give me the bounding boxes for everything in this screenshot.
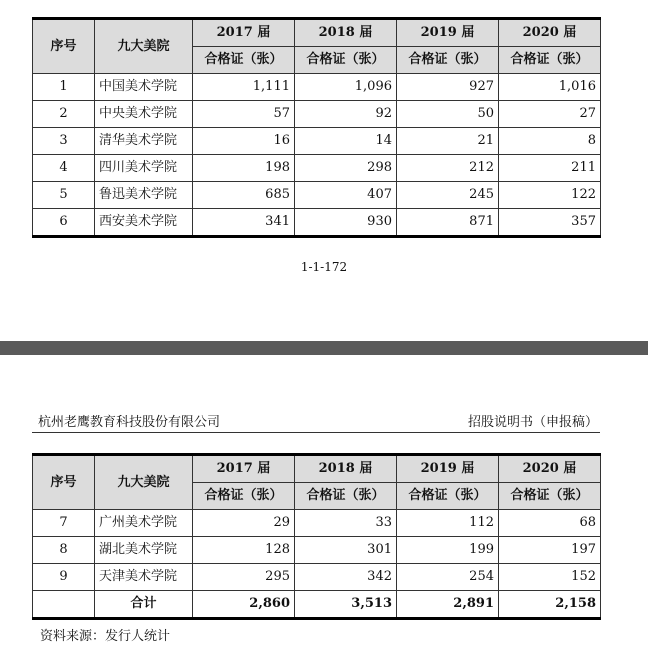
value-2018: 301 [295, 537, 397, 564]
value-2017: 198 [193, 155, 295, 182]
value-2020: 27 [499, 101, 601, 128]
value-2019: 21 [397, 128, 499, 155]
value-2019: 212 [397, 155, 499, 182]
page-separator [0, 341, 648, 355]
col-header-2019: 2019 届 [397, 455, 499, 483]
document-title: 招股说明书（申报稿） [467, 415, 598, 430]
table-row [33, 74, 601, 101]
col-header-2020: 2020 届 [499, 19, 601, 47]
value-2020: 68 [499, 510, 601, 537]
row-index: 7 [33, 510, 95, 537]
value-2017: 128 [193, 537, 295, 564]
value-2020: 211 [499, 155, 601, 182]
school-name: 西安美术学院 [95, 209, 193, 237]
table-row [33, 182, 601, 209]
col-header-name: 九大美院 [95, 19, 193, 74]
value-2019: 50 [397, 101, 499, 128]
school-name: 湖北美术学院 [95, 537, 193, 564]
row-index: 8 [33, 537, 95, 564]
table-row [33, 564, 601, 591]
sub-header: 合格证（张） [193, 47, 295, 74]
value-2020: 357 [499, 209, 601, 237]
col-header-2018: 2018 届 [295, 455, 397, 483]
value-2018: 407 [295, 182, 397, 209]
row-index: 9 [33, 564, 95, 591]
value-2017: 1,111 [193, 74, 295, 101]
school-name: 广州美术学院 [95, 510, 193, 537]
source-note: 资料来源：发行人统计 [40, 629, 171, 644]
value-2018: 930 [295, 209, 397, 237]
certificate-table-part-1 [32, 17, 601, 238]
value-2017: 685 [193, 182, 295, 209]
value-2018: 1,096 [295, 74, 397, 101]
row-index: 5 [33, 182, 95, 209]
value-2017: 29 [193, 510, 295, 537]
company-name: 杭州老鹰教育科技股份有限公司 [38, 415, 221, 430]
value-2018: 92 [295, 101, 397, 128]
sub-header: 合格证（张） [295, 47, 397, 74]
value-2017: 16 [193, 128, 295, 155]
table-row [33, 209, 601, 237]
col-header-index: 序号 [33, 455, 95, 510]
page-bottom [0, 355, 648, 650]
col-header-2017: 2017 届 [193, 19, 295, 47]
table-row [33, 101, 601, 128]
sub-header: 合格证（张） [499, 47, 601, 74]
total-2019: 2,891 [397, 591, 499, 619]
value-2017: 295 [193, 564, 295, 591]
value-2020: 1,016 [499, 74, 601, 101]
col-header-2017: 2017 届 [193, 455, 295, 483]
value-2019: 254 [397, 564, 499, 591]
row-index: 1 [33, 74, 95, 101]
school-name: 中国美术学院 [95, 74, 193, 101]
sub-header: 合格证（张） [397, 47, 499, 74]
col-header-2020: 2020 届 [499, 455, 601, 483]
value-2018: 33 [295, 510, 397, 537]
row-index: 3 [33, 128, 95, 155]
school-name: 天津美术学院 [95, 564, 193, 591]
value-2019: 245 [397, 182, 499, 209]
value-2017: 57 [193, 101, 295, 128]
col-header-index: 序号 [33, 19, 95, 74]
value-2017: 341 [193, 209, 295, 237]
value-2020: 152 [499, 564, 601, 591]
value-2020: 197 [499, 537, 601, 564]
total-row [33, 591, 601, 619]
col-header-2018: 2018 届 [295, 19, 397, 47]
school-name: 中央美术学院 [95, 101, 193, 128]
header-divider [32, 432, 600, 433]
value-2019: 871 [397, 209, 499, 237]
table-row [33, 155, 601, 182]
value-2019: 927 [397, 74, 499, 101]
value-2018: 342 [295, 564, 397, 591]
certificate-table-part-2 [32, 453, 601, 620]
total-2017: 2,860 [193, 591, 295, 619]
sub-header: 合格证（张） [499, 483, 601, 510]
table-row [33, 510, 601, 537]
school-name: 四川美术学院 [95, 155, 193, 182]
total-2018: 3,513 [295, 591, 397, 619]
sub-header: 合格证（张） [397, 483, 499, 510]
value-2020: 8 [499, 128, 601, 155]
value-2019: 112 [397, 510, 499, 537]
row-index: 4 [33, 155, 95, 182]
value-2019: 199 [397, 537, 499, 564]
table-row [33, 537, 601, 564]
sub-header: 合格证（张） [295, 483, 397, 510]
school-name: 鲁迅美术学院 [95, 182, 193, 209]
value-2018: 298 [295, 155, 397, 182]
page-number: 1-1-172 [300, 260, 348, 274]
row-index: 6 [33, 209, 95, 237]
col-header-2019: 2019 届 [397, 19, 499, 47]
row-index: 2 [33, 101, 95, 128]
value-2018: 14 [295, 128, 397, 155]
sub-header: 合格证（张） [193, 483, 295, 510]
total-label: 合计 [95, 591, 193, 619]
value-2020: 122 [499, 182, 601, 209]
table-row [33, 128, 601, 155]
col-header-name: 九大美院 [95, 455, 193, 510]
school-name: 清华美术学院 [95, 128, 193, 155]
total-2020: 2,158 [499, 591, 601, 619]
